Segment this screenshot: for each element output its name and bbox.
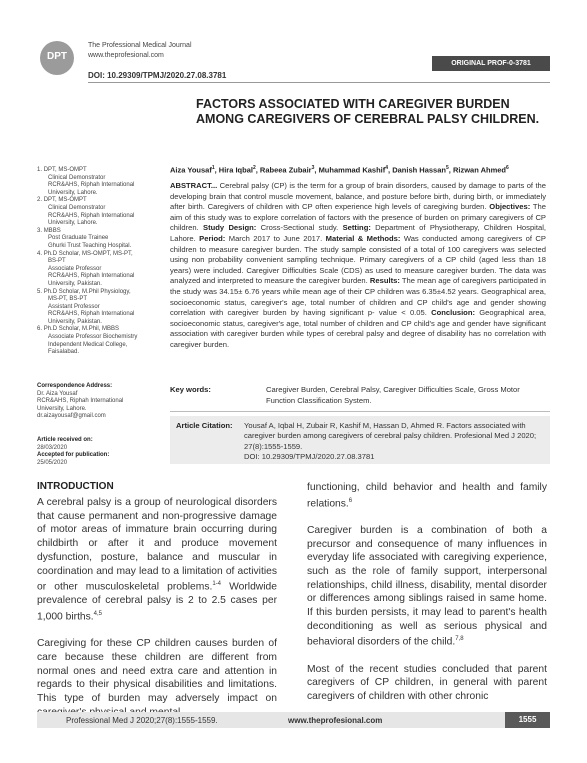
citation-text <box>244 421 544 462</box>
body-column-right <box>307 481 547 704</box>
affiliation-num: 3. <box>37 227 43 234</box>
design-label: Study Design: <box>203 223 257 233</box>
period-text: March 2017 to June 2017. <box>225 233 326 243</box>
author-name: Aiza Yousaf <box>170 165 212 175</box>
affiliation-line: University, Pakistan. <box>48 280 102 287</box>
affiliation-item <box>37 289 157 327</box>
author-sup: 6 <box>506 165 509 171</box>
citation-label: Article Citation: <box>176 421 233 430</box>
citation-ref: 6 <box>348 497 353 504</box>
affiliation-line: Clinical Demonstrator <box>48 204 106 211</box>
citation-doi: DOI: 10.29309/TPMJ/2020.27.08.3781 <box>244 451 375 461</box>
period-label: Period: <box>199 233 226 243</box>
section-heading-introduction: INTRODUCTION <box>37 481 114 492</box>
affiliation-item <box>37 197 157 227</box>
article-title <box>196 97 550 127</box>
affiliation-item <box>37 167 157 197</box>
author-sup: 5 <box>445 165 449 171</box>
affiliation-item <box>37 251 157 289</box>
affiliation-line: University, Lahore. <box>48 220 98 227</box>
abstract-intro: Cerebral palsy (CP) is the term for a group of brain disorders, caused by damage to parts of the developing brain that control muscle movement, balance, and posture before birth, during birth, or immediately after birth. Caregivers of children with CP often experience high levels of caregiving burden. <box>170 181 546 212</box>
setting-label: Setting: <box>342 223 371 233</box>
paragraph: Most of the recent studies concluded that parent caregivers of CP children, in general with parent caregivers of children with other chronic <box>307 663 547 702</box>
affiliation-line: Ph.D Scholar, M.Phil, MBBS <box>43 326 120 333</box>
keywords-divider <box>170 411 550 412</box>
paragraph-text: Caregiver burden is a combination of both a precursor and consequence of many influences in everyday life associated with caregiving experience, such as the role of family support, interpersonal relationships, child illness, disability, mental disorder or differences among siblings raised in same home. If this burden persists, it may lead to parent's health deconditioning as well as serious physical and behavioral disorders of the child. <box>307 524 547 648</box>
affiliation-line: Post Graduate Trainee <box>48 235 109 242</box>
header-doi: DOI: 10.29309/TPMJ/2020.27.08.3781 <box>88 71 227 80</box>
author-sup: 2 <box>252 165 256 171</box>
citation-body: Yousaf A, Iqbal H, Zubair R, Kashif M, Hassan D, Ahmed R. Factors associated with caregiver burden among caregivers of cerebral palsy children. Profesional Med J 2020; 27(8):1555-1559. <box>244 421 537 451</box>
citation-ref: 1-4 <box>212 581 222 588</box>
author-sup: 1 <box>211 165 215 171</box>
affiliation-line: Ph.D Scholar, MS-OMPT, MS-PT, <box>43 250 133 257</box>
author-name: Hira Iqbal <box>218 165 253 175</box>
affiliation-item <box>37 228 157 251</box>
paragraph <box>37 496 277 624</box>
author-name: Rabeea Zubair <box>259 165 312 175</box>
affiliation-line: DPT, MS-OMPT <box>43 197 87 204</box>
conclusion-label: Conclusion: <box>431 308 475 318</box>
affiliation-line: MBBS <box>43 227 61 234</box>
affiliation-line: Clinical Demonstrator <box>48 174 106 181</box>
paragraph-text: A cerebral palsy is a group of neurological disorders that cause permanent and non-progressive damage of motor areas of immature brain occurring during childbirth or after it and produce movement dysfunction, posture, balance and muscular in coordination and may lead to a limitation of activities or other musculoskeletal problems. <box>37 497 277 593</box>
affiliation-line: RCR&AHS, Riphah International <box>48 311 135 318</box>
abstract <box>170 181 546 351</box>
objectives-text: The aim of this study was to explore correlation of factors with the presence of burden on primary caregivers of CP children. <box>170 202 546 233</box>
author-name: Muhammad Kashif <box>318 165 386 175</box>
affiliation-line: Assistant Professor <box>48 303 100 310</box>
correspondence-line: RCR&AHS, Riphah International <box>37 398 124 405</box>
abstract-label: ABSTRACT... <box>170 181 218 190</box>
affiliation-line: Ghurki Trust Teaching Hospital. <box>48 242 132 249</box>
affiliation-line: Associate Professor <box>48 265 102 272</box>
results-text: The mean age of caregivers participated in the study was 34.15± 6.76 years while mean age of their CP children was 6.35±4.52 years. Geographical area, socioeconomic status, caregiver's age, total number of children and CP child's age and gender showing correlation with caregiver burden by having significant p- value < 0.05. <box>170 276 546 318</box>
methods-label: Material & Methods: <box>325 233 401 243</box>
paragraph: Caregiving for these CP children causes burden of care because these children are different from normal ones and need extra care and attention in regards to their physical disabilities and limitations. This type of burden may adversely impact on <box>37 638 277 704</box>
affiliation-line: University, Pakistan. <box>48 318 102 325</box>
keywords-label: Key words: <box>170 385 211 394</box>
author-list: Aiza Yousaf$^1$, Hira Iqbal$^2$, Rabeea Zubair$^3$, Muhammad Kashif$^4$, Danish Hassan$^5$, Rizwan Ahmed$^6$ <box>170 165 509 175</box>
accepted-label: Accepted for publication: <box>37 452 110 459</box>
affiliation-line: Independent Medical College, <box>48 341 128 348</box>
affiliation-line: RCR&AHS, Riphah International <box>48 273 135 280</box>
header-divider <box>88 82 550 83</box>
affiliation-line: Faisalabad. <box>48 349 80 356</box>
affiliation-line: University, Lahore. <box>48 189 98 196</box>
setting-text: Department of Physiotherapy, Children Hospital, Lahore. <box>170 223 546 243</box>
logo-text: DPT <box>47 51 67 62</box>
results-label: Results: <box>369 276 400 286</box>
design-text: Cross-Sectional study. <box>256 223 343 233</box>
correspondence-line: Dr. Aiza Yousaf <box>37 390 78 397</box>
author-name: Danish Hassan <box>392 165 446 175</box>
title-line-1: FACTORS ASSOCIATED WITH CAREGIVER BURDEN <box>196 97 510 111</box>
affiliation-line: RCR&AHS, Riphah International <box>48 182 135 189</box>
received-date: 28/03/2020 <box>37 444 68 451</box>
citation-ref: 4,5 <box>93 611 103 618</box>
affiliation-num: 6. <box>37 326 43 333</box>
journal-name: The Professional Medical Journal <box>88 42 192 49</box>
footer-url[interactable]: www.theprofesional.com <box>288 716 383 725</box>
correspondence-line: University, Lahore. <box>37 405 87 412</box>
citation-ref: 7,8 <box>455 636 464 643</box>
methods-text: Was conducted among caregivers of CP children to measure caregiver burden. The study sample consisted of a total of 100 caregivers was selected using non probability convenient sampling technique. Primary caregivers of a CP child (aged less than 18 years) were included. Caregiver Difficulties Scale (CDS) as used to measure caregiver burden. The data was analyzed and interpreted to measure the caregiver burden. <box>170 233 546 286</box>
correspondence-label: Correspondence Address: <box>37 383 113 389</box>
author-sup: 3 <box>311 165 315 171</box>
affiliation-item <box>37 326 157 356</box>
accepted-date: 25/05/2020 <box>37 459 68 466</box>
footer-citation: Professional Med J 2020;27(8):1555-1559. <box>66 716 218 725</box>
received-label: Article received on: <box>37 437 93 443</box>
affiliation-num: 4. <box>37 250 43 257</box>
article-type-badge: ORIGINAL PROF-0-3781 <box>432 56 550 71</box>
paragraph <box>307 524 547 650</box>
conclusion-text: Geographical area, socioeconomic status, caregiver's age, total number of children and CP child's age and gender have significant association with caregiver burden while types of cerebral palsy and degree of disability has no correlation with caregiver burden. <box>170 308 546 349</box>
article-dates <box>37 437 157 467</box>
affiliation-line: DPT, MS-OMPT <box>43 167 87 173</box>
affiliation-line: Ph.D Scholar, M.Phil Physiology, <box>43 288 131 295</box>
author-sup: 4 <box>385 165 389 171</box>
affiliation-num: 5. <box>37 288 43 295</box>
page-number: 1555 <box>505 712 550 728</box>
paragraph-text: Worldwide prevalence of cerebral palsy is 2 to 2.5 cases per 1,000 births. <box>37 581 277 623</box>
correspondence <box>37 383 157 421</box>
keywords-text: Caregiver Burden, Cerebral Palsy, Caregiver Difficulties Scale, Gross Motor Function Classification System. <box>266 385 520 405</box>
journal-url[interactable]: www.theprofesional.com <box>88 52 164 59</box>
affiliation-line: MS-PT, BS-PT <box>48 296 88 303</box>
journal-logo <box>40 41 74 75</box>
paragraph <box>307 481 547 511</box>
title-line-2: AMONG CAREGIVERS OF CEREBRAL PALSY CHILDREN. <box>196 112 540 126</box>
objectives-label: Objectives: <box>489 202 531 212</box>
paragraph-text: functioning, child behavior and health and family relations. <box>307 482 547 510</box>
affiliation-num: 1. <box>37 167 43 173</box>
body-column-left <box>37 496 277 719</box>
affiliation-line: RCR&AHS, Riphah International <box>48 212 135 219</box>
affiliations <box>37 167 157 357</box>
affiliation-line: Associate Professor Biochemistry <box>48 334 138 341</box>
author-name: Rizwan Ahmed <box>452 165 506 175</box>
affiliation-num: 2. <box>37 197 43 204</box>
correspondence-email[interactable]: dr.aizayousaf@gmail.com <box>37 413 106 420</box>
affiliation-line: BS-PT <box>48 258 66 265</box>
